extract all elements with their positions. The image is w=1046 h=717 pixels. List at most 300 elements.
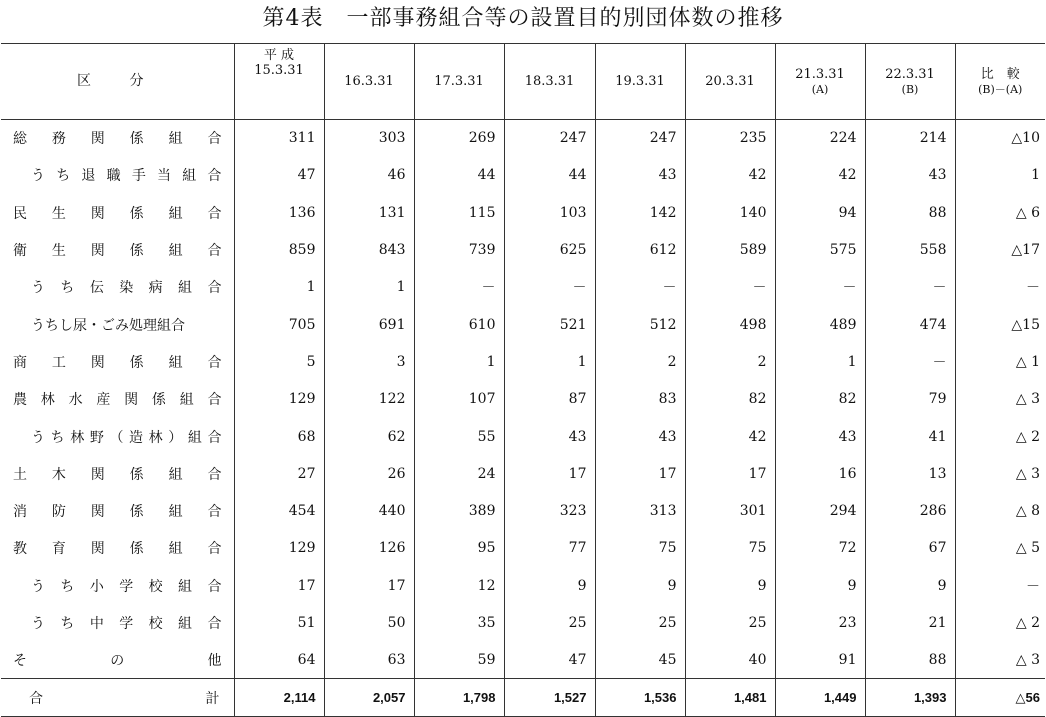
row-label-char: 合 xyxy=(207,168,222,185)
value-cell: 1 xyxy=(775,343,865,380)
value-cell: 87 xyxy=(504,381,595,418)
value-cell: 95 xyxy=(414,530,504,567)
row-label-char: ） xyxy=(168,429,183,446)
header-category-char: 区 xyxy=(77,73,91,89)
table-row xyxy=(1,306,1045,343)
total-diff-cell: △56 xyxy=(955,679,1045,716)
row-label-char: 係 xyxy=(129,354,144,371)
value-cell: － xyxy=(504,269,595,306)
value-cell: 23 xyxy=(775,604,865,641)
row-label-char: 務 xyxy=(51,131,66,148)
total-value-cell: 1,449 xyxy=(775,679,865,716)
row-label-char: 消 xyxy=(13,504,27,521)
value-cell: 9 xyxy=(504,567,595,604)
row-label xyxy=(1,389,234,409)
value-cell: 612 xyxy=(595,231,685,268)
row-label-char: 校 xyxy=(148,578,163,595)
row-label xyxy=(1,277,234,297)
value-cell: 77 xyxy=(504,530,595,567)
value-cell: 24 xyxy=(414,455,504,492)
value-cell: 42 xyxy=(685,418,775,455)
value-cell: 59 xyxy=(414,642,504,679)
header-date-6: 20.3.31 xyxy=(685,44,775,120)
header-note-a: (A) xyxy=(811,82,829,96)
value-cell: 9 xyxy=(775,567,865,604)
row-label-char: 組 xyxy=(178,616,193,632)
value-cell: 625 xyxy=(504,231,595,268)
total-value-cell: 2,057 xyxy=(324,679,414,716)
value-cell: 47 xyxy=(504,642,595,679)
row-label-char: う xyxy=(31,429,45,446)
value-cell: 44 xyxy=(504,157,595,194)
row-label-char: 係 xyxy=(129,205,144,222)
diff-cell: △ 3 xyxy=(955,642,1045,679)
row-label-char: うちし尿・ごみ処理組合 xyxy=(31,317,185,334)
row-label xyxy=(1,538,234,558)
value-cell: 43 xyxy=(595,157,685,194)
value-cell: 1 xyxy=(504,343,595,380)
row-label-char: 組 xyxy=(168,504,183,521)
value-cell: 610 xyxy=(414,306,504,343)
value-cell: － xyxy=(414,269,504,306)
value-cell: 2 xyxy=(685,343,775,380)
row-label-cell xyxy=(1,418,234,455)
row-label xyxy=(1,165,234,185)
row-label-char: 伝 xyxy=(89,280,104,297)
row-label-char: 林 xyxy=(40,392,55,409)
row-label-char: う xyxy=(31,280,45,297)
diff-cell: △ 6 xyxy=(955,194,1045,231)
value-cell: 64 xyxy=(234,642,324,679)
row-label-cell xyxy=(1,381,234,418)
row-label-cell xyxy=(1,269,234,306)
header-compare-sub: (B)－(A) xyxy=(978,82,1023,96)
row-label-char: 学 xyxy=(119,616,134,632)
table-row xyxy=(1,642,1045,679)
value-cell: － xyxy=(685,269,775,306)
total-value-cell: 1,481 xyxy=(685,679,775,716)
total-value-cell: 2,114 xyxy=(234,679,324,716)
value-cell: 103 xyxy=(504,194,595,231)
value-cell: 17 xyxy=(324,567,414,604)
row-label-char: 合 xyxy=(207,504,222,521)
total-value-cell: 1,527 xyxy=(504,679,595,716)
row-label-char: 合 xyxy=(207,243,222,260)
row-label-char: 生 xyxy=(51,205,66,222)
value-cell: 82 xyxy=(775,381,865,418)
header-date-3: 17.3.31 xyxy=(414,44,504,120)
value-cell: 27 xyxy=(234,455,324,492)
row-label-char: 合 xyxy=(207,131,222,148)
row-label-char: う xyxy=(31,578,45,595)
row-label xyxy=(1,464,234,484)
row-label-char: 係 xyxy=(129,466,144,483)
total-label xyxy=(1,688,234,708)
value-cell: 247 xyxy=(504,120,595,157)
total-label-char: 計 xyxy=(205,690,220,707)
row-label xyxy=(1,501,234,521)
table-row xyxy=(1,343,1045,380)
row-label-char: 校 xyxy=(148,616,163,632)
row-label-char: 組 xyxy=(168,354,183,371)
table-row xyxy=(1,567,1045,604)
diff-cell: △ 1 xyxy=(955,343,1045,380)
diff-cell: △ 3 xyxy=(955,381,1045,418)
value-cell: 63 xyxy=(324,642,414,679)
row-label-char: ち xyxy=(50,429,65,446)
row-label-char: 産 xyxy=(96,392,111,409)
value-cell: 2 xyxy=(595,343,685,380)
diff-cell: － xyxy=(955,269,1045,306)
table-row xyxy=(1,120,1045,157)
row-label-char: 組 xyxy=(168,243,183,260)
diff-cell: △ 5 xyxy=(955,530,1045,567)
value-cell: 859 xyxy=(234,231,324,268)
value-cell: 705 xyxy=(234,306,324,343)
row-label-char: 林 xyxy=(148,429,163,446)
value-cell: 91 xyxy=(775,642,865,679)
value-cell: 126 xyxy=(324,530,414,567)
row-label-char: 関 xyxy=(90,131,105,148)
header-era: 平 成 xyxy=(263,48,295,63)
row-label-cell xyxy=(1,455,234,492)
row-label-cell xyxy=(1,567,234,604)
value-cell: 1 xyxy=(414,343,504,380)
diff-cell: △ 2 xyxy=(955,418,1045,455)
row-label xyxy=(1,203,234,223)
row-label-cell xyxy=(1,120,234,157)
row-label-char: 木 xyxy=(51,466,66,483)
row-label-char: ち xyxy=(60,616,75,632)
value-cell: 115 xyxy=(414,194,504,231)
row-label-char: 水 xyxy=(68,392,83,409)
row-label-cell xyxy=(1,642,234,679)
row-label-char: 合 xyxy=(207,392,222,409)
value-cell: 691 xyxy=(324,306,414,343)
row-label-cell xyxy=(1,231,234,268)
value-cell: 88 xyxy=(865,642,955,679)
table-row xyxy=(1,418,1045,455)
row-label-char: 組 xyxy=(182,168,197,185)
value-cell: 62 xyxy=(324,418,414,455)
row-label-char: 組 xyxy=(179,392,194,409)
row-label-char: 林 xyxy=(70,429,85,446)
table-row xyxy=(1,157,1045,194)
table-row xyxy=(1,269,1045,306)
row-label-cell xyxy=(1,530,234,567)
row-label-char: 総 xyxy=(13,131,27,148)
row-label-char: 関 xyxy=(90,504,105,521)
row-label-char: 合 xyxy=(207,578,222,595)
row-label-char: 他 xyxy=(207,653,222,670)
header-date-4: 18.3.31 xyxy=(504,44,595,120)
value-cell: 489 xyxy=(775,306,865,343)
value-cell: 269 xyxy=(414,120,504,157)
row-label-char: 生 xyxy=(51,243,66,260)
row-label-char: 係 xyxy=(129,541,144,558)
row-label-char: 学 xyxy=(119,578,134,595)
row-label-char: ち xyxy=(60,280,75,297)
table-row xyxy=(1,381,1045,418)
value-cell: 55 xyxy=(414,418,504,455)
value-cell: 42 xyxy=(775,157,865,194)
value-cell: 214 xyxy=(865,120,955,157)
row-label-cell xyxy=(1,492,234,529)
value-cell: 50 xyxy=(324,604,414,641)
row-label-char: 手 xyxy=(131,168,146,185)
row-label-char: 商 xyxy=(13,354,27,371)
value-cell: 72 xyxy=(775,530,865,567)
row-label xyxy=(1,427,234,447)
row-label-char: 合 xyxy=(207,466,222,483)
value-cell: 41 xyxy=(865,418,955,455)
diff-cell: △ 8 xyxy=(955,492,1045,529)
row-label-char: そ xyxy=(13,653,27,670)
row-label-char: 育 xyxy=(51,541,66,558)
value-cell: 88 xyxy=(865,194,955,231)
header-row xyxy=(1,44,1045,120)
row-label xyxy=(1,315,234,335)
total-label-cell xyxy=(1,679,234,716)
row-label-char: 中 xyxy=(89,616,104,632)
row-label xyxy=(1,352,234,372)
row-label-char: 係 xyxy=(151,392,166,409)
value-cell: 82 xyxy=(685,381,775,418)
header-date-1 xyxy=(234,44,324,120)
value-cell: 389 xyxy=(414,492,504,529)
value-cell: 303 xyxy=(324,120,414,157)
value-cell: 311 xyxy=(234,120,324,157)
header-category-char: 分 xyxy=(129,73,144,89)
row-label-char: 職 xyxy=(106,168,121,185)
row-label-char: 農 xyxy=(13,392,27,409)
table-row xyxy=(1,231,1045,268)
row-label-char: う xyxy=(31,168,45,185)
row-label-char: ち xyxy=(60,578,75,595)
row-label-char: 合 xyxy=(207,616,222,632)
header-compare xyxy=(955,44,1045,120)
diff-cell: △10 xyxy=(955,120,1045,157)
value-cell: 21 xyxy=(865,604,955,641)
row-label-char: 小 xyxy=(89,578,104,595)
value-cell: 3 xyxy=(324,343,414,380)
row-label-char: 当 xyxy=(157,168,172,185)
header-date-5: 19.3.31 xyxy=(595,44,685,120)
value-cell: 25 xyxy=(504,604,595,641)
value-cell: 51 xyxy=(234,604,324,641)
value-cell: 17 xyxy=(504,455,595,492)
diff-cell: △15 xyxy=(955,306,1045,343)
value-cell: 136 xyxy=(234,194,324,231)
value-cell: 42 xyxy=(685,157,775,194)
row-label-char: 関 xyxy=(90,541,105,558)
row-label-char: 野 xyxy=(89,429,104,446)
diff-cell: △ 2 xyxy=(955,604,1045,641)
row-label xyxy=(1,613,234,633)
total-value-cell: 1,536 xyxy=(595,679,685,716)
row-label-char: 組 xyxy=(178,280,193,297)
value-cell: 575 xyxy=(775,231,865,268)
value-cell: 294 xyxy=(775,492,865,529)
row-label xyxy=(1,128,234,148)
row-label-cell xyxy=(1,194,234,231)
row-label-char: 合 xyxy=(207,429,222,446)
diff-cell: － xyxy=(955,567,1045,604)
value-cell: 40 xyxy=(685,642,775,679)
value-cell: 224 xyxy=(775,120,865,157)
value-cell: － xyxy=(595,269,685,306)
value-cell: 247 xyxy=(595,120,685,157)
header-date-label: 21.3.31 xyxy=(795,66,845,82)
row-label-char: 染 xyxy=(119,280,134,297)
row-label-char: 組 xyxy=(168,466,183,483)
data-table xyxy=(1,43,1045,717)
total-row xyxy=(1,679,1045,716)
value-cell: 44 xyxy=(414,157,504,194)
value-cell: 45 xyxy=(595,642,685,679)
row-label-char: 組 xyxy=(178,578,193,595)
value-cell: 1 xyxy=(234,269,324,306)
value-cell: 474 xyxy=(865,306,955,343)
row-label-char: 組 xyxy=(168,131,183,148)
table-row xyxy=(1,604,1045,641)
header-category xyxy=(1,44,234,120)
value-cell: 35 xyxy=(414,604,504,641)
row-label-char: 係 xyxy=(129,131,144,148)
value-cell: 43 xyxy=(865,157,955,194)
diff-cell: 1 xyxy=(955,157,1045,194)
row-label-char: 衛 xyxy=(13,243,27,260)
row-label-char: 造 xyxy=(129,429,144,446)
header-date-7 xyxy=(775,44,865,120)
value-cell: 131 xyxy=(324,194,414,231)
value-cell: 521 xyxy=(504,306,595,343)
value-cell: － xyxy=(865,269,955,306)
row-label-char: （ xyxy=(109,429,124,446)
row-label-char: 教 xyxy=(13,541,27,558)
value-cell: 301 xyxy=(685,492,775,529)
value-cell: 140 xyxy=(685,194,775,231)
value-cell: － xyxy=(775,269,865,306)
value-cell: 9 xyxy=(865,567,955,604)
value-cell: 46 xyxy=(324,157,414,194)
value-cell: 440 xyxy=(324,492,414,529)
diff-cell: △17 xyxy=(955,231,1045,268)
header-date-8 xyxy=(865,44,955,120)
row-label-cell xyxy=(1,157,234,194)
value-cell: 589 xyxy=(685,231,775,268)
row-label xyxy=(1,650,234,670)
value-cell: 107 xyxy=(414,381,504,418)
table-row xyxy=(1,194,1045,231)
row-label-char: 関 xyxy=(90,243,105,260)
value-cell: 323 xyxy=(504,492,595,529)
value-cell: 25 xyxy=(685,604,775,641)
table-title: 第4表 一部事務組合等の設置目的別団体数の推移 xyxy=(262,6,784,31)
value-cell: 454 xyxy=(234,492,324,529)
value-cell: 94 xyxy=(775,194,865,231)
value-cell: 286 xyxy=(865,492,955,529)
header-compare-label: 比 較 xyxy=(980,66,1020,82)
row-label-char: 土 xyxy=(13,466,27,483)
row-label-char: 民 xyxy=(13,205,27,222)
value-cell: 498 xyxy=(685,306,775,343)
total-value-cell: 1,393 xyxy=(865,679,955,716)
value-cell: 43 xyxy=(595,418,685,455)
value-cell: 1 xyxy=(324,269,414,306)
value-cell: 12 xyxy=(414,567,504,604)
value-cell: 75 xyxy=(595,530,685,567)
value-cell: 17 xyxy=(234,567,324,604)
value-cell: 313 xyxy=(595,492,685,529)
value-cell: 83 xyxy=(595,381,685,418)
value-cell: 235 xyxy=(685,120,775,157)
header-note-b: (B) xyxy=(901,82,919,96)
row-label-char: 関 xyxy=(90,466,105,483)
value-cell: 17 xyxy=(685,455,775,492)
value-cell: 512 xyxy=(595,306,685,343)
row-label-char: 合 xyxy=(207,205,222,222)
value-cell: 79 xyxy=(865,381,955,418)
header-date-label: 15.3.31 xyxy=(254,63,304,78)
row-label-char: 合 xyxy=(207,354,222,371)
value-cell: 9 xyxy=(685,567,775,604)
row-label-char: 関 xyxy=(90,354,105,371)
row-label-char: 組 xyxy=(168,205,183,222)
value-cell: 129 xyxy=(234,381,324,418)
header-date-2: 16.3.31 xyxy=(324,44,414,120)
row-label-char: 関 xyxy=(124,392,139,409)
total-value-cell: 1,798 xyxy=(414,679,504,716)
row-label-char: 防 xyxy=(51,504,66,521)
table-row xyxy=(1,530,1045,567)
header-date-label: 22.3.31 xyxy=(885,66,935,82)
row-label-char: 組 xyxy=(187,429,202,446)
row-label-char: 工 xyxy=(51,354,66,371)
row-label-char: う xyxy=(31,616,45,632)
total-label-char: 合 xyxy=(29,690,43,707)
value-cell: 25 xyxy=(595,604,685,641)
row-label xyxy=(1,240,234,260)
value-cell: － xyxy=(865,343,955,380)
row-label-char: ち xyxy=(56,168,71,185)
value-cell: 122 xyxy=(324,381,414,418)
value-cell: 739 xyxy=(414,231,504,268)
row-label-char: 組 xyxy=(168,541,183,558)
value-cell: 129 xyxy=(234,530,324,567)
table-body xyxy=(1,120,1045,717)
value-cell: 67 xyxy=(865,530,955,567)
row-label-char: 病 xyxy=(148,280,163,297)
value-cell: 68 xyxy=(234,418,324,455)
row-label-char: 合 xyxy=(207,541,222,558)
value-cell: 558 xyxy=(865,231,955,268)
value-cell: 26 xyxy=(324,455,414,492)
table-row xyxy=(1,492,1045,529)
value-cell: 16 xyxy=(775,455,865,492)
value-cell: 43 xyxy=(504,418,595,455)
value-cell: 13 xyxy=(865,455,955,492)
value-cell: 75 xyxy=(685,530,775,567)
row-label xyxy=(1,576,234,596)
row-label-char: 合 xyxy=(207,280,222,297)
row-label-char: 係 xyxy=(129,243,144,260)
row-label-char: 係 xyxy=(129,504,144,521)
diff-cell: △ 3 xyxy=(955,455,1045,492)
row-label-cell xyxy=(1,306,234,343)
value-cell: 43 xyxy=(775,418,865,455)
value-cell: 47 xyxy=(234,157,324,194)
